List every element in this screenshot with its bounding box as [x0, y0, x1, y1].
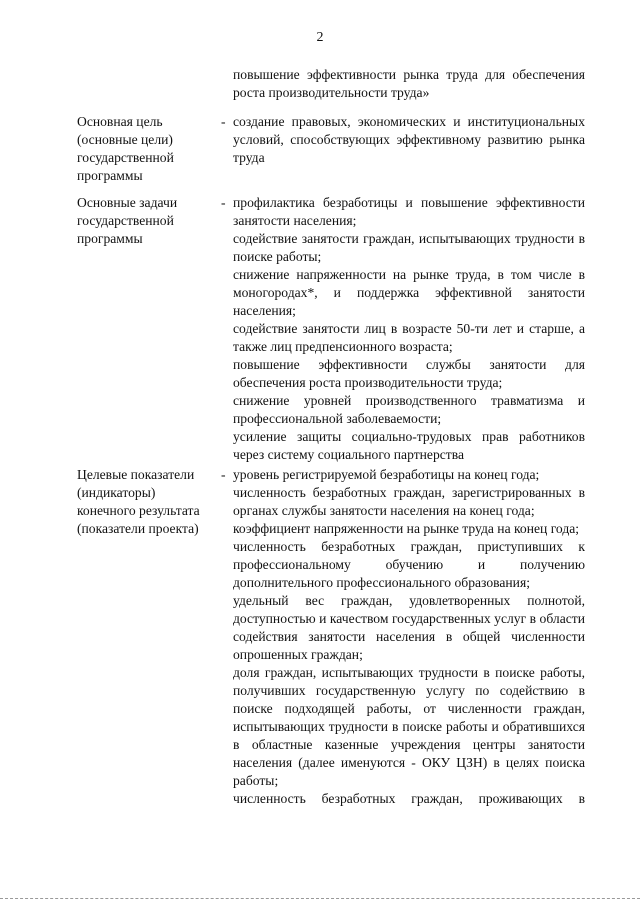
section-item: численность безработных граждан, проживающих в: [233, 791, 585, 806]
section-item: снижение уровней производственного травматизма и профессиональной заболеваемости;: [233, 393, 585, 426]
page-bottom-rule: [0, 898, 640, 899]
continuation-paragraph: повышение эффективности рынка труда для обеспечения роста производительности труда»: [233, 67, 585, 100]
section-item: усиление защиты социально-трудовых прав работников через систему социального партнерства: [233, 429, 585, 462]
section-item: коэффициент напряженности на рынке труда на конец года;: [233, 521, 580, 536]
section-item: содействие занятости граждан, испытывающих трудности в поиске работы;: [233, 231, 585, 264]
section-body: [233, 466, 585, 808]
section-item: доля граждан, испытывающих трудности в поиске работы, получивших государственную услугу по содействию в поиске подходящей работы, от численности граждан, испытывающих трудности в поиске работы и обратившихся в областные казенные учреждения центры занятости населения (далее именуются - ОКУ ЦЗН) в целях поиска работы;: [233, 665, 585, 788]
section-label: Целевые показатели (индикаторы) конечного результата (показатели проекта): [77, 467, 200, 536]
section-item: численность безработных граждан, приступивших к профессиональному обучению и получению дополнительного профессионального образования;: [233, 539, 585, 590]
section-item: содействие занятости лиц в возрасте 50-ти лет и старше, а также лиц предпенсионного возраста;: [233, 321, 585, 354]
section-body: [233, 194, 585, 464]
continuation-text: [233, 66, 585, 102]
section-dash: -: [221, 114, 226, 129]
section-body: [233, 113, 585, 167]
section-item: удельный вес граждан, удовлетворенных полнотой, доступностью и качеством государственных услуг в области содействия занятости населения в общей численности опрошенных граждан;: [233, 593, 585, 662]
section-label: Основная цель (основные цели) государственной программы: [77, 114, 174, 183]
section-label: Основные задачи государственной программы: [77, 195, 178, 246]
section-item: профилактика безработицы и повышение эффективности занятости населения;: [233, 195, 585, 228]
section-dash: -: [221, 467, 226, 482]
page-number: 2: [316, 30, 324, 45]
section-item: повышение эффективности службы занятости для обеспечения роста производительности труда;: [233, 357, 585, 390]
section-item: уровень регистрируемой безработицы на конец года;: [233, 467, 540, 482]
section-item: создание правовых, экономических и институциональных условий, способствующих эффективному развитию рынка труда: [233, 114, 585, 165]
section-dash: -: [221, 195, 226, 210]
section-item: снижение напряженности на рынке труда, в том числе в моногородах*, и поддержка эффективной занятости населения;: [233, 267, 585, 318]
section-item: численность безработных граждан, зарегистрированных в органах службы занятости населения на конец года;: [233, 485, 585, 518]
